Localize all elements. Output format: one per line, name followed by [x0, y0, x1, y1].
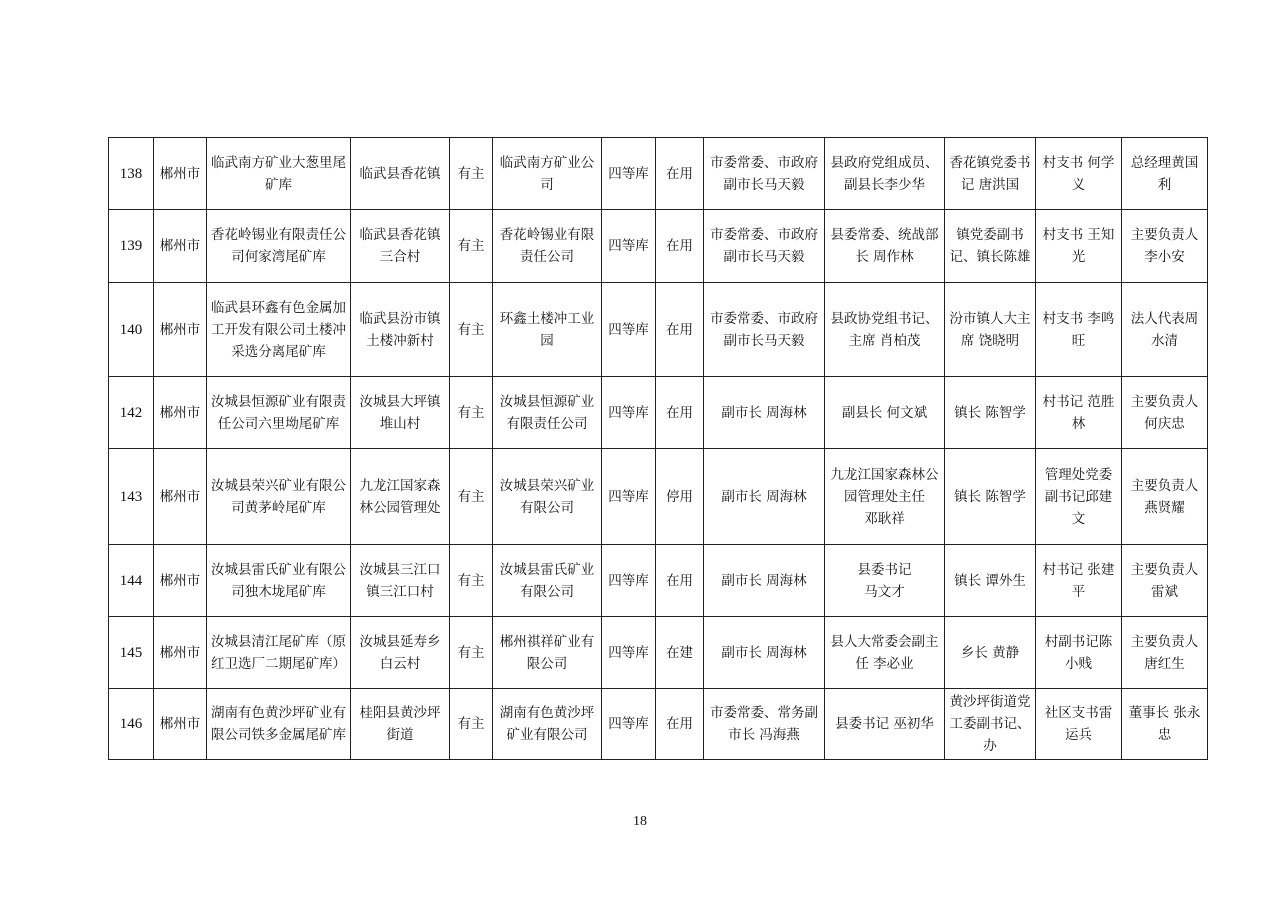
cell-status: 停用	[656, 449, 704, 545]
cell-enterprise-responsible: 总经理黄国利	[1122, 138, 1208, 210]
cell-village-responsible: 村支书 王知光	[1036, 210, 1122, 283]
cell-village-responsible: 管理处党委副书记邱建文	[1036, 449, 1122, 545]
cell-row-number: 138	[109, 138, 154, 210]
cell-status: 在用	[656, 689, 704, 760]
cell-company: 临武南方矿业公司	[493, 138, 602, 210]
cell-company: 郴州祺祥矿业有限公司	[493, 617, 602, 689]
cell-ownership: 有主	[450, 138, 493, 210]
cell-enterprise-responsible: 董事长 张永忠	[1122, 689, 1208, 760]
cell-town-responsible: 黄沙坪街道党工委副书记、办	[945, 689, 1036, 760]
cell-city-responsible: 市委常委、市政府副市长马天毅	[704, 210, 825, 283]
cell-city-responsible: 市委常委、市政府副市长马天毅	[704, 283, 825, 377]
cell-row-number: 140	[109, 283, 154, 377]
cell-row-number: 142	[109, 377, 154, 449]
cell-city-responsible: 市委常委、市政府副市长马天毅	[704, 138, 825, 210]
cell-location: 桂阳县黄沙坪街道	[351, 689, 450, 760]
cell-town-responsible: 汾市镇人大主席 饶晓明	[945, 283, 1036, 377]
page-number: 18	[633, 814, 647, 829]
cell-enterprise-responsible: 主要负责人雷斌	[1122, 545, 1208, 617]
cell-row-number: 145	[109, 617, 154, 689]
table-row	[109, 689, 1208, 760]
cell-status: 在用	[656, 377, 704, 449]
cell-reservoir-name: 香花岭锡业有限责任公司何家湾尾矿库	[207, 210, 351, 283]
cell-county-responsible: 县委书记 巫初华	[825, 689, 945, 760]
cell-company: 汝城县恒源矿业有限责任公司	[493, 377, 602, 449]
cell-county-responsible: 县政协党组书记、主席 肖柏茂	[825, 283, 945, 377]
cell-enterprise-responsible: 法人代表周水清	[1122, 283, 1208, 377]
cell-ownership: 有主	[450, 689, 493, 760]
cell-county-responsible: 县委常委、统战部长 周作林	[825, 210, 945, 283]
cell-status: 在用	[656, 545, 704, 617]
cell-row-number: 144	[109, 545, 154, 617]
cell-city: 郴州市	[154, 377, 207, 449]
cell-location: 汝城县三江口镇三江口村	[351, 545, 450, 617]
cell-row-number: 139	[109, 210, 154, 283]
cell-town-responsible: 香花镇党委书记 唐洪国	[945, 138, 1036, 210]
cell-county-responsible: 县人大常委会副主任 李必业	[825, 617, 945, 689]
cell-ownership: 有主	[450, 449, 493, 545]
cell-status: 在用	[656, 283, 704, 377]
cell-grade: 四等库	[602, 283, 656, 377]
cell-city-responsible: 副市长 周海林	[704, 617, 825, 689]
cell-location: 汝城县延寿乡白云村	[351, 617, 450, 689]
cell-company: 湖南有色黄沙坪矿业有限公司	[493, 689, 602, 760]
cell-status: 在用	[656, 210, 704, 283]
table-row	[109, 283, 1208, 377]
cell-company: 汝城县雷氏矿业有限公司	[493, 545, 602, 617]
cell-row-number: 146	[109, 689, 154, 760]
cell-village-responsible: 村书记 张建平	[1036, 545, 1122, 617]
cell-grade: 四等库	[602, 449, 656, 545]
cell-company: 环鑫土楼冲工业园	[493, 283, 602, 377]
cell-city-responsible: 副市长 周海林	[704, 377, 825, 449]
cell-location: 临武县香花镇	[351, 138, 450, 210]
cell-city: 郴州市	[154, 689, 207, 760]
cell-location: 临武县香花镇三合村	[351, 210, 450, 283]
cell-city-responsible: 副市长 周海林	[704, 545, 825, 617]
cell-village-responsible: 村支书 何学义	[1036, 138, 1122, 210]
cell-village-responsible: 村副书记陈小贱	[1036, 617, 1122, 689]
cell-city-responsible: 副市长 周海林	[704, 449, 825, 545]
cell-enterprise-responsible: 主要负责人李小安	[1122, 210, 1208, 283]
table-row	[109, 210, 1208, 283]
cell-village-responsible: 村书记 范胜林	[1036, 377, 1122, 449]
cell-county-responsible: 副县长 何文斌	[825, 377, 945, 449]
cell-county-responsible: 县政府党组成员、副县长李少华	[825, 138, 945, 210]
cell-ownership: 有主	[450, 283, 493, 377]
cell-town-responsible: 乡长 黄静	[945, 617, 1036, 689]
cell-reservoir-name: 汝城县荣兴矿业有限公司黄茅岭尾矿库	[207, 449, 351, 545]
cell-city: 郴州市	[154, 617, 207, 689]
cell-city: 郴州市	[154, 283, 207, 377]
tailings-reservoir-table	[108, 137, 1208, 760]
cell-county-responsible: 九龙江国家森林公园管理处主任 邓耿祥	[825, 449, 945, 545]
cell-ownership: 有主	[450, 377, 493, 449]
cell-city-responsible: 市委常委、常务副市长 冯海燕	[704, 689, 825, 760]
cell-town-responsible: 镇长 谭外生	[945, 545, 1036, 617]
cell-ownership: 有主	[450, 545, 493, 617]
cell-grade: 四等库	[602, 617, 656, 689]
cell-grade: 四等库	[602, 138, 656, 210]
cell-grade: 四等库	[602, 689, 656, 760]
cell-status: 在建	[656, 617, 704, 689]
table-row	[109, 138, 1208, 210]
cell-reservoir-name: 临武南方矿业大葱里尾矿库	[207, 138, 351, 210]
cell-city: 郴州市	[154, 449, 207, 545]
cell-county-responsible: 县委书记 马文才	[825, 545, 945, 617]
cell-company: 汝城县荣兴矿业有限公司	[493, 449, 602, 545]
cell-city: 郴州市	[154, 545, 207, 617]
cell-grade: 四等库	[602, 210, 656, 283]
cell-city: 郴州市	[154, 138, 207, 210]
cell-reservoir-name: 湖南有色黄沙坪矿业有限公司铁多金属尾矿库	[207, 689, 351, 760]
cell-city: 郴州市	[154, 210, 207, 283]
cell-reservoir-name: 临武县环鑫有色金属加工开发有限公司土楼冲采选分离尾矿库	[207, 283, 351, 377]
cell-location: 九龙江国家森林公园管理处	[351, 449, 450, 545]
cell-village-responsible: 社区支书雷运兵	[1036, 689, 1122, 760]
cell-ownership: 有主	[450, 210, 493, 283]
cell-reservoir-name: 汝城县恒源矿业有限责任公司六里坳尾矿库	[207, 377, 351, 449]
cell-reservoir-name: 汝城县清江尾矿库（原红卫选厂二期尾矿库）	[207, 617, 351, 689]
cell-grade: 四等库	[602, 545, 656, 617]
table-row	[109, 545, 1208, 617]
cell-company: 香花岭锡业有限责任公司	[493, 210, 602, 283]
cell-town-responsible: 镇长 陈智学	[945, 449, 1036, 545]
cell-village-responsible: 村支书 李鸣旺	[1036, 283, 1122, 377]
table-row	[109, 617, 1208, 689]
table-row	[109, 449, 1208, 545]
cell-status: 在用	[656, 138, 704, 210]
cell-enterprise-responsible: 主要负责人燕贤耀	[1122, 449, 1208, 545]
cell-grade: 四等库	[602, 377, 656, 449]
cell-ownership: 有主	[450, 617, 493, 689]
cell-row-number: 143	[109, 449, 154, 545]
cell-location: 临武县汾市镇土楼冲新村	[351, 283, 450, 377]
cell-enterprise-responsible: 主要负责人 唐红生	[1122, 617, 1208, 689]
cell-enterprise-responsible: 主要负责人 何庆忠	[1122, 377, 1208, 449]
cell-location: 汝城县大坪镇堆山村	[351, 377, 450, 449]
cell-reservoir-name: 汝城县雷氏矿业有限公司独木垅尾矿库	[207, 545, 351, 617]
table-row	[109, 377, 1208, 449]
cell-town-responsible: 镇长 陈智学	[945, 377, 1036, 449]
cell-town-responsible: 镇党委副书记、镇长陈雄	[945, 210, 1036, 283]
